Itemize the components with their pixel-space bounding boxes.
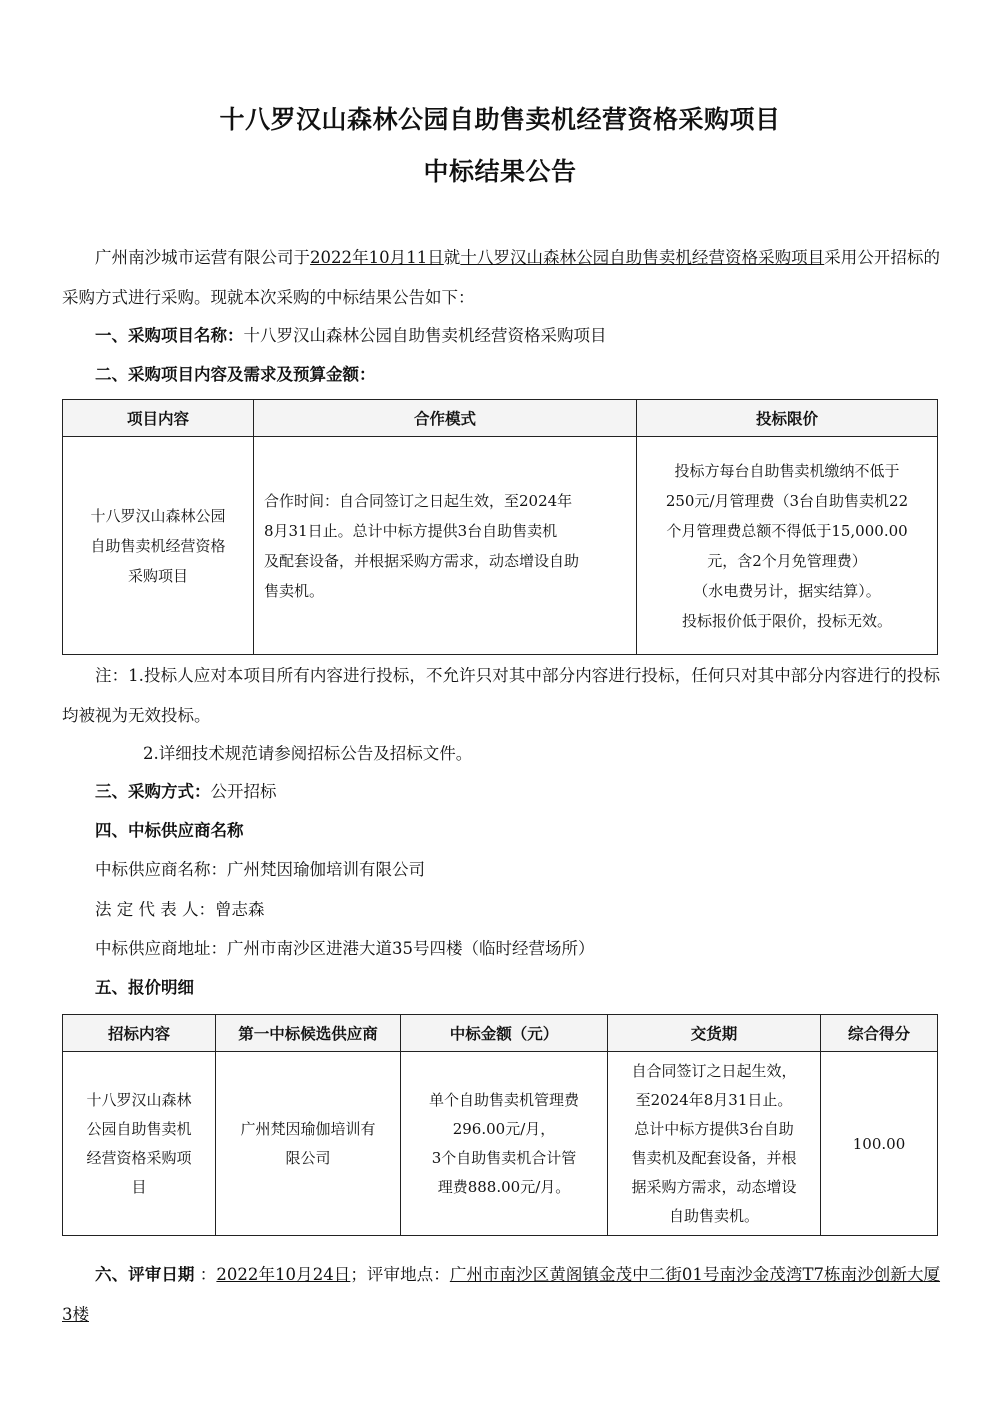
table-header: 合作模式 [254,400,637,437]
table-row [63,1052,938,1236]
section-3-heading: 三、采购方式： [95,782,211,801]
document-title: 十八罗汉山森林公园自助售卖机经营资格采购项目 [219,105,781,134]
section-1-value: 十八罗汉山森林公园自助售卖机经营资格采购项目 [243,326,607,345]
cell-line: 总计中标方提供3台自助 [634,1119,794,1138]
supplier-label: 中标供应商名称： [95,860,227,879]
section-6 [62,1255,940,1335]
supplier-cell [216,1052,401,1236]
cell-line: 经营资格采购项 [86,1148,192,1167]
table-header-row [63,1015,938,1052]
cell-line: 3个自助售卖机合计管 [431,1148,577,1167]
section-3 [62,772,940,812]
cell-line: 250元/月管理费（3台自助售卖机22 [665,491,909,510]
representative-name: 曾志森 [214,900,265,919]
cell-line: 自助售卖机经营资格 [90,536,226,555]
table-header: 投标限价 [637,400,938,437]
quote-table [62,1014,938,1236]
cell-line: 十八罗汉山森林 [86,1090,192,1109]
cell-line: 至2024年8月31日止。 [635,1090,793,1109]
cell-line: 8月31日止。总计中标方提供3台自助售卖机 [264,521,558,540]
table-header: 第一中标候选供应商 [216,1015,401,1052]
table-header-row [63,400,938,437]
table-header: 交货期 [608,1015,821,1052]
table-row [63,437,938,655]
cell-line: 采购项目 [127,566,188,585]
table-header: 项目内容 [63,400,254,437]
intro-project: 十八罗汉山森林公园自助售卖机经营资格采购项目 [460,248,825,267]
cell-line: 售卖机及配套设备，并根 [631,1148,797,1167]
cell-line: 元，含2个月免管理费） [707,551,867,570]
section-6-sep: ： [194,1265,217,1284]
review-place: 广州市南沙区黄阁镇金茂中二街01号南沙金茂湾T7栋南沙创新大厦3楼 [62,1265,941,1324]
section-1-heading: 一、采购项目名称： [95,326,244,345]
document-subtitle: 中标结果公告 [423,157,577,186]
section-6-heading: 六、评审日期 [95,1265,195,1284]
supplier-name: 广州梵因瑜伽培训有限公司 [227,860,425,879]
content-cell [63,1052,216,1236]
cell-line: （水电费另计，据实结算）。 [693,581,881,600]
budget-table [62,399,938,655]
intro-mid: 就 [443,248,461,267]
representative-line [62,890,940,930]
note-2: 2.详细技术规范请参阅招标公告及招标文件。 [143,744,473,763]
address-line [62,929,940,969]
cell-line: 公园自助售卖机 [86,1119,192,1138]
cell-line: 投标方每台自助售卖机缴纳不低于 [674,461,900,480]
cell-line: 自合同签订之日起生效， [631,1061,797,1080]
intro-prefix: 广州南沙城市运营有限公司于 [95,248,311,267]
cell-line: 目 [131,1177,147,1196]
amount-cell [401,1052,608,1236]
address-value: 广州市南沙区进港大道35号四楼（临时经营场所） [227,939,595,958]
table-header: 中标金额（元） [401,1015,608,1052]
address-label: 中标供应商地址： [95,939,227,958]
section-2-heading: 二、采购项目内容及需求及预算金额： [95,365,376,384]
table-header: 综合得分 [821,1015,938,1052]
section-3-value: 公开招标 [210,782,277,801]
cell-line: 个月管理费总额不得低于15,000.00 [666,521,908,540]
mode-cell [254,437,637,655]
score-cell: 100.00 [821,1052,938,1236]
cell-line: 投标报价低于限价，投标无效。 [681,611,892,630]
section-4 [62,811,940,851]
cell-line: 及配套设备，并根据采购方需求，动态增设自助 [264,551,580,570]
cell-line: 售卖机。 [264,581,325,600]
intro-date: 2022年10月11日 [310,248,444,267]
cell-line: 限公司 [285,1148,331,1167]
section-5-heading: 五、报价明细 [95,978,194,997]
section-5 [62,968,940,1008]
review-date: 2022年10月24日 [216,1265,351,1284]
item-cell [63,437,254,655]
cell-line: 合作时间：自合同签订之日起生效，至2024年 [264,491,573,510]
table-header: 招标内容 [63,1015,216,1052]
section-2 [62,355,940,395]
cell-line: 据采购方需求，动态增设 [631,1177,797,1196]
representative-label: 法 定 代 表 人： [95,900,215,919]
cell-line: 296.00元/月， [452,1119,556,1138]
cell-line: 单个自助售卖机管理费 [428,1090,579,1109]
cell-line: 十八罗汉山森林公园 [90,506,226,525]
supplier-line [62,850,940,890]
cell-line: 广州梵因瑜伽培训有 [240,1119,376,1138]
section-1 [62,316,940,356]
intro-paragraph [62,238,940,318]
cell-line: 理费888.00元/月。 [437,1177,571,1196]
limit-cell [637,437,938,655]
intro-suffix: 采用公开招标的采购方式进行采购。现就本次采购的中标结果公告如下： [62,248,941,307]
cell-line: 自助售卖机。 [668,1206,759,1225]
note-1: 注：1.投标人应对本项目所有内容进行投标，不允许只对其中部分内容进行投标，任何只对其中部分内容进行的投标均被视为无效投标。 [62,666,940,725]
delivery-cell [608,1052,821,1236]
review-place-label: ；评审地点： [350,1265,450,1284]
section-4-heading: 四、中标供应商名称 [95,821,244,840]
